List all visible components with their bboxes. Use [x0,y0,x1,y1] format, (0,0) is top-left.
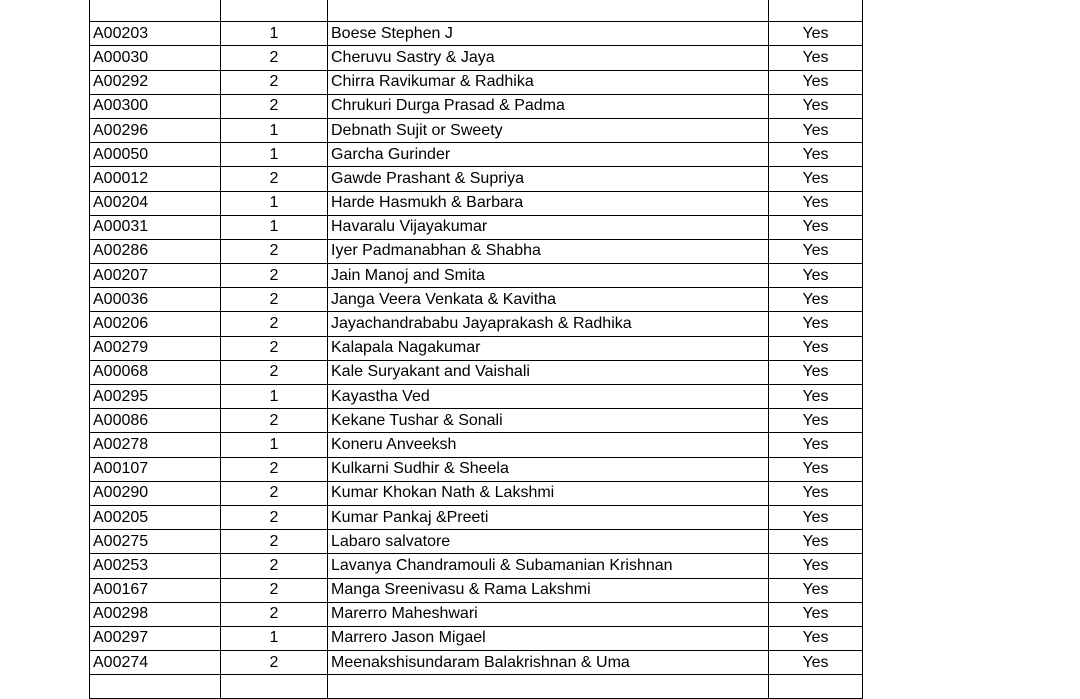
member-status-cell: Yes [769,70,863,94]
member-id-cell: A00278 [90,433,221,457]
member-name-cell: Kayastha Ved [328,385,769,409]
member-id-cell: A00206 [90,312,221,336]
member-count-cell: 1 [221,433,328,457]
member-name-cell [328,0,769,22]
member-count-cell: 2 [221,578,328,602]
member-name-cell: Lavanya Chandramouli & Subamanian Krishnan [328,554,769,578]
member-status-cell: Yes [769,46,863,70]
member-count-cell: 2 [221,530,328,554]
member-name-cell: Kumar Khokan Nath & Lakshmi [328,481,769,505]
member-id-cell [90,0,221,22]
member-id-cell: A00279 [90,336,221,360]
member-id-cell: A00050 [90,143,221,167]
member-id-cell: A00292 [90,70,221,94]
member-name-cell: Cheruvu Sastry & Jaya [328,46,769,70]
table-row [90,481,863,505]
table-row [90,457,863,481]
member-status-cell: Yes [769,530,863,554]
table-row [90,385,863,409]
table-row [90,409,863,433]
member-status-cell: Yes [769,578,863,602]
member-count-cell: 2 [221,288,328,312]
member-name-cell: Koneru Anveeksh [328,433,769,457]
member-count-cell: 2 [221,457,328,481]
member-status-cell: Yes [769,215,863,239]
member-id-cell: A00296 [90,118,221,142]
member-id-cell: A00030 [90,46,221,70]
member-name-cell: Garcha Gurinder [328,143,769,167]
table-row [90,602,863,626]
table-row [90,118,863,142]
table-row [90,578,863,602]
member-status-cell: Yes [769,264,863,288]
member-name-cell: Manga Sreenivasu & Rama Lakshmi [328,578,769,602]
member-status-cell: Yes [769,167,863,191]
member-status-cell: Yes [769,433,863,457]
member-count-cell: 2 [221,554,328,578]
member-status-cell: Yes [769,481,863,505]
table-row [90,239,863,263]
table-row [90,626,863,650]
member-name-cell: Jayachandrababu Jayaprakash & Radhika [328,312,769,336]
member-id-cell: A00295 [90,385,221,409]
member-count-cell: 2 [221,481,328,505]
member-name-cell: Kalapala Nagakumar [328,336,769,360]
table-row [90,554,863,578]
member-status-cell: Yes [769,94,863,118]
member-status-cell: Yes [769,385,863,409]
table-row [90,191,863,215]
member-id-cell: A00275 [90,530,221,554]
member-id-cell: A00167 [90,578,221,602]
member-count-cell: 1 [221,385,328,409]
member-count-cell: 1 [221,22,328,46]
member-status-cell: Yes [769,409,863,433]
member-name-cell: Kulkarni Sudhir & Sheela [328,457,769,481]
member-status-cell: Yes [769,602,863,626]
table-row [90,675,863,699]
table-row [90,215,863,239]
member-id-cell: A00203 [90,22,221,46]
member-id-cell: A00205 [90,505,221,529]
member-status-cell [769,0,863,22]
member-count-cell: 1 [221,143,328,167]
member-count-cell: 2 [221,360,328,384]
member-status-cell: Yes [769,505,863,529]
member-name-cell: Kale Suryakant and Vaishali [328,360,769,384]
member-id-cell: A00290 [90,481,221,505]
member-count-cell [221,675,328,699]
member-count-cell: 2 [221,409,328,433]
member-status-cell: Yes [769,336,863,360]
member-name-cell: Chrukuri Durga Prasad & Padma [328,94,769,118]
member-count-cell [221,0,328,22]
member-id-cell: A00086 [90,409,221,433]
table-row [90,46,863,70]
member-status-cell: Yes [769,554,863,578]
member-count-cell: 2 [221,264,328,288]
member-status-cell: Yes [769,239,863,263]
table-row [90,505,863,529]
member-name-cell: Kekane Tushar & Sonali [328,409,769,433]
member-name-cell: Marerro Maheshwari [328,602,769,626]
member-name-cell: Chirra Ravikumar & Radhika [328,70,769,94]
member-table [89,0,863,699]
member-count-cell: 2 [221,505,328,529]
member-name-cell: Marrero Jason Migael [328,626,769,650]
member-id-cell: A00204 [90,191,221,215]
member-name-cell: Havaralu Vijayakumar [328,215,769,239]
member-id-cell [90,675,221,699]
member-id-cell: A00274 [90,651,221,675]
table-row [90,264,863,288]
member-id-cell: A00297 [90,626,221,650]
member-name-cell: Gawde Prashant & Supriya [328,167,769,191]
table-row [90,94,863,118]
table-row [90,651,863,675]
member-status-cell: Yes [769,626,863,650]
member-name-cell [328,675,769,699]
member-table-body [90,0,863,699]
member-id-cell: A00012 [90,167,221,191]
table-row [90,22,863,46]
member-count-cell: 1 [221,118,328,142]
member-status-cell [769,675,863,699]
table-row [90,530,863,554]
member-name-cell: Boese Stephen J [328,22,769,46]
table-row [90,288,863,312]
member-count-cell: 1 [221,215,328,239]
table-row [90,360,863,384]
table-row [90,167,863,191]
member-status-cell: Yes [769,457,863,481]
member-count-cell: 1 [221,191,328,215]
member-count-cell: 2 [221,602,328,626]
member-name-cell: Meenakshisundaram Balakrishnan & Uma [328,651,769,675]
table-row [90,433,863,457]
member-status-cell: Yes [769,22,863,46]
member-count-cell: 1 [221,626,328,650]
member-count-cell: 2 [221,94,328,118]
member-status-cell: Yes [769,360,863,384]
member-count-cell: 2 [221,167,328,191]
member-count-cell: 2 [221,70,328,94]
member-id-cell: A00031 [90,215,221,239]
member-status-cell: Yes [769,312,863,336]
member-count-cell: 2 [221,239,328,263]
member-count-cell: 2 [221,312,328,336]
member-status-cell: Yes [769,651,863,675]
member-name-cell: Harde Hasmukh & Barbara [328,191,769,215]
member-id-cell: A00298 [90,602,221,626]
table-row [90,0,863,22]
table-row [90,70,863,94]
member-name-cell: Janga Veera Venkata & Kavitha [328,288,769,312]
member-name-cell: Kumar Pankaj &Preeti [328,505,769,529]
member-count-cell: 2 [221,651,328,675]
member-count-cell: 2 [221,336,328,360]
member-id-cell: A00300 [90,94,221,118]
member-id-cell: A00207 [90,264,221,288]
member-id-cell: A00286 [90,239,221,263]
member-name-cell: Jain Manoj and Smita [328,264,769,288]
member-id-cell: A00068 [90,360,221,384]
member-count-cell: 2 [221,46,328,70]
member-name-cell: Debnath Sujit or Sweety [328,118,769,142]
member-id-cell: A00036 [90,288,221,312]
table-row [90,336,863,360]
member-status-cell: Yes [769,118,863,142]
member-status-cell: Yes [769,288,863,312]
member-name-cell: Iyer Padmanabhan & Shabha [328,239,769,263]
member-status-cell: Yes [769,143,863,167]
member-status-cell: Yes [769,191,863,215]
member-id-cell: A00107 [90,457,221,481]
member-name-cell: Labaro salvatore [328,530,769,554]
table-row [90,143,863,167]
member-id-cell: A00253 [90,554,221,578]
table-row [90,312,863,336]
